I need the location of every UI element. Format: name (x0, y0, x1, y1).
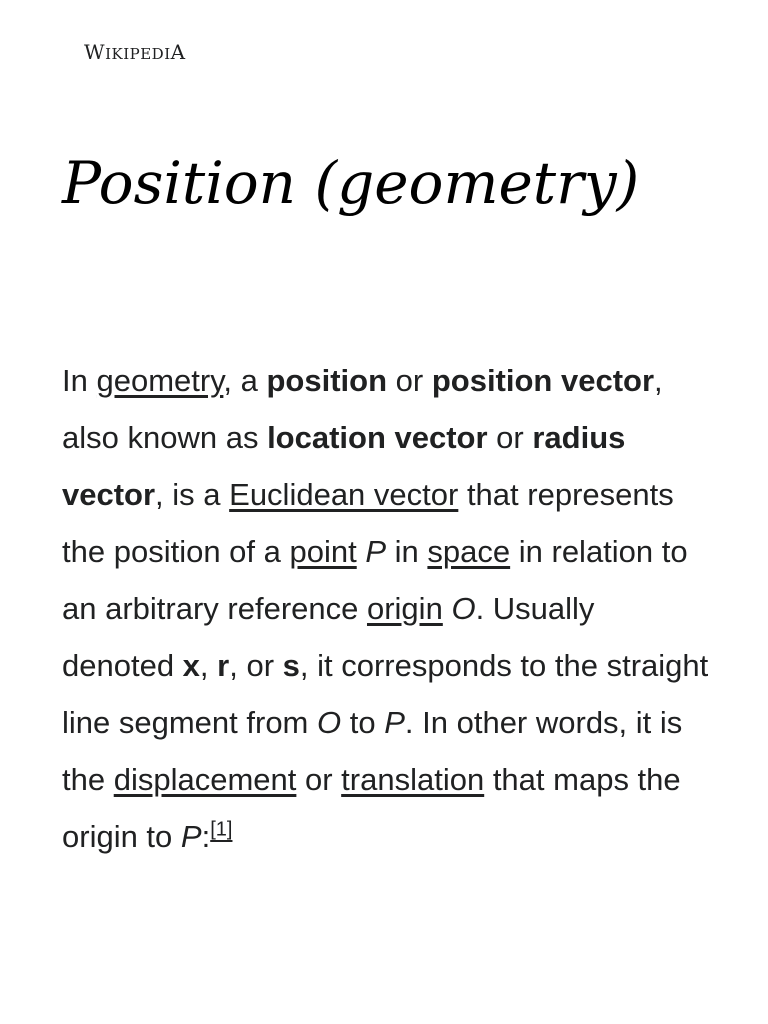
symbol-r: r (217, 648, 230, 683)
term-radius-vector: radius vector (62, 420, 626, 512)
text: to (341, 705, 385, 740)
text: or (387, 363, 432, 398)
wikipedia-logo[interactable] (84, 40, 186, 64)
text: in relation to an arbitrary reference (62, 534, 688, 626)
wikipedia-wordmark: WIKIPEDIA (84, 40, 186, 64)
term-position-vector: position vector (431, 363, 655, 398)
link-euclidean-vector[interactable]: Euclidean vector (229, 477, 459, 512)
text: . In other words, it is the (62, 705, 683, 797)
link-space[interactable]: space (427, 534, 511, 569)
text: or (487, 420, 533, 455)
text: , (199, 648, 218, 683)
symbol-p: P (180, 819, 202, 854)
link-translation[interactable]: translation (341, 762, 485, 797)
text: . Usually denoted (62, 591, 595, 683)
reference-superscript (210, 819, 232, 841)
text: , a (223, 363, 267, 398)
text: in (386, 534, 428, 569)
text: , also known as (62, 363, 663, 455)
symbol-p: P (365, 534, 387, 569)
term-position: position (266, 363, 388, 398)
text: that maps the origin to (62, 762, 681, 854)
text: or (296, 762, 342, 797)
symbol-o: O (317, 705, 342, 740)
term-location-vector: location vector (267, 420, 488, 455)
link-displacement[interactable]: displacement (113, 762, 297, 797)
link-point[interactable]: point (289, 534, 357, 569)
symbol-p: P (384, 705, 405, 740)
symbol-o: O (451, 591, 476, 626)
text: that represents the position of a (62, 477, 674, 569)
link-geometry[interactable]: geometry (96, 363, 224, 398)
text: In (62, 363, 97, 398)
link-origin[interactable]: origin (366, 591, 443, 626)
page-title: Position (geometry) (62, 149, 640, 217)
text: , or (229, 648, 283, 683)
symbol-x: x (182, 648, 200, 683)
text: , is a (155, 477, 230, 512)
reference-link-1[interactable]: [1] (210, 818, 233, 841)
text: : (201, 819, 211, 854)
lead-paragraph (62, 352, 712, 865)
text: , it corresponds to the straight line segment from (62, 648, 709, 740)
symbol-s: s (282, 648, 300, 683)
